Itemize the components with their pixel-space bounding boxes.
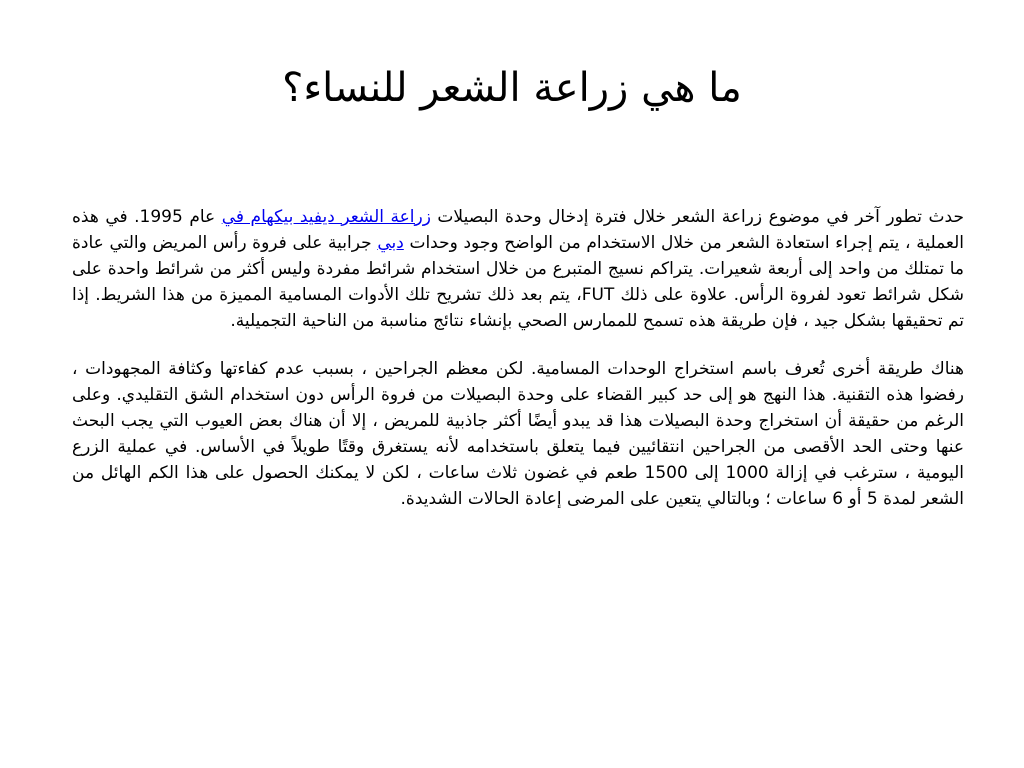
paragraph-2: هناك طريقة أخرى تُعرف باسم استخراج الوحدات المسامية. لكن معظم الجراحين ، بسبب عدم كفاءتها وكثافة المجهودات ، رفضوا هذه التقنية. هذا النهج هو إلى حد كبير القضاء على وحدة البصيلات من فروة الرأس دون استخدام الشق التقليدي. وعلى الرغم من حقيقة أن استخراج وحدة البصيلات هذا قد يبدو أيضًا أكثر جاذبية للمريض ، إلا أن هناك بعض العيوب التي يجب البحث عنها وحتى الحد الأقصى من الجراحين انتقائيين فيما يتعلق باستخدامه لأنه يستغرق وقتًا طويلاً في الأساس. في عملية الزرع اليومية ، سترغب في إزالة 1000 إلى 1500 طعم في غضون ثلاث ساعات ، لكن لا يمكنك الحصول على هذا الكم الهائل من الشعر لمدة 5 أو 6 ساعات ؛ وبالتالي يتعين على المرضى إعادة الحالات الشديدة. [72, 359, 964, 509]
paragraph-1-text-c: جرابية على فروة رأس المريض والتي عادة ما تمتلك من واحد إلى أربعة شعيرات. يتراكم نسيج المتبرع من خلال استخدام شرائط مفردة وليس أكثر من شرائط واحدة على شكل شرائط تعود لفروة الرأس. علاوة على ذلك FUT، يتم بعد ذلك تشريح تلك الأدوات المسامية المميزة من هذا الشريط. إذا تم تحقيقها بشكل جيد ، فإن طريقة هذه تسمح للممارس الصحي بإنشاء نتائج مناسبة من الناحية التجميلية. [72, 233, 964, 331]
paragraph-1-text-a: حدث تطور آخر في موضوع زراعة الشعر خلال فترة إدخال وحدة البصيلات [430, 207, 964, 227]
dubai-link[interactable]: دبي [377, 233, 404, 253]
paragraph-1-text-b: عام 1995. في هذه العملية ، يتم إجراء استعادة الشعر من خلال الاستخدام من الواضح وجود وحدات [72, 207, 964, 253]
slide-title: ما هي زراعة الشعر للنساء؟ [282, 65, 742, 111]
hair-transplant-link[interactable]: زراعة الشعر ديفيد بيكهام في [221, 207, 431, 227]
slide-body [72, 204, 964, 512]
paragraph-1 [72, 204, 964, 334]
